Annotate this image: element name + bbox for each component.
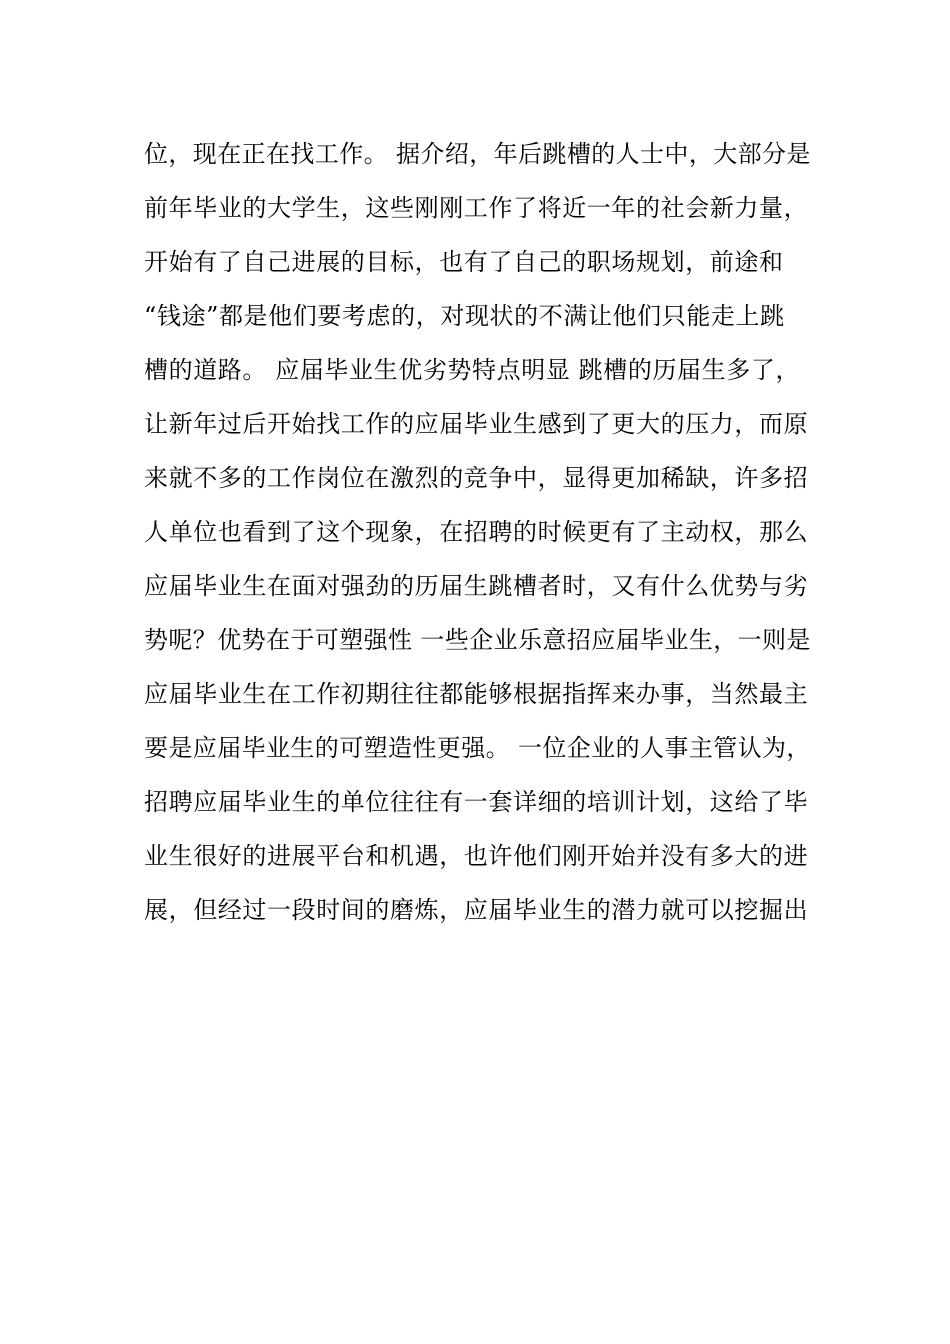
- text-line-4: “钱途”都是他们要考虑的，对现状的不满让他们只能走上跳: [144, 302, 785, 330]
- text-line-8: 人单位也看到了这个现象，在招聘的时候更有了主动权，那么: [144, 518, 809, 546]
- text-line-11: 应届毕业生在工作初期往往都能够根据指挥来办事，当然最主: [144, 680, 809, 708]
- text-line-10: 势呢？优势在于可塑强性 一些企业乐意招应届毕业生，一则是: [144, 626, 811, 654]
- text-line-13: 招聘应届毕业生的单位往往有一套详细的培训计划，这给了毕: [144, 788, 809, 816]
- text-line-12: 要是应届毕业生的可塑造性更强。 一位企业的人事主管认为，: [144, 734, 811, 762]
- text-line-3: 开始有了自己进展的目标，也有了自己的职场规划，前途和: [144, 248, 784, 276]
- text-line-2: 前年毕业的大学生，这些刚刚工作了将近一年的社会新力量，: [144, 194, 809, 222]
- text-line-7: 来就不多的工作岗位在激烈的竞争中，显得更加稀缺，许多招: [144, 464, 809, 492]
- text-line-15: 展，但经过一段时间的磨炼，应届毕业生的潜力就可以挖掘出: [144, 896, 809, 924]
- text-line-6: 让新年过后开始找工作的应届毕业生感到了更大的压力，而原: [144, 410, 809, 438]
- text-line-5: 槽的道路。 应届毕业生优劣势特点明显 跳槽的历届生多了，: [144, 356, 801, 384]
- text-line-14: 业生很好的进展平台和机遇，也许他们刚开始并没有多大的进: [144, 842, 809, 870]
- body-text: [144, 132, 812, 942]
- text-line-9: 应届毕业生在面对强劲的历届生跳槽者时，又有什么优势与劣: [144, 572, 809, 600]
- text-line-1: 位，现在正在找工作。 据介绍，年后跳槽的人士中，大部分是: [144, 140, 811, 168]
